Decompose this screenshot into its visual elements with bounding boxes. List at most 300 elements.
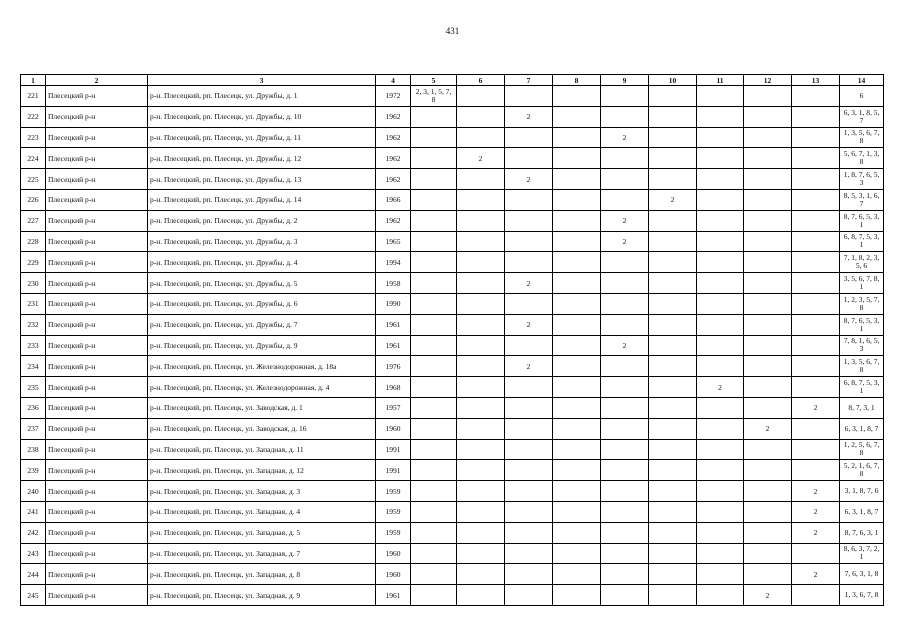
table-cell xyxy=(649,335,697,356)
table-cell: 1962 xyxy=(376,148,411,169)
table-row xyxy=(21,106,884,127)
column-header: 8 xyxy=(553,75,601,86)
table-cell: 1958 xyxy=(376,273,411,294)
table-cell: 232 xyxy=(21,314,46,335)
table-cell: 231 xyxy=(21,293,46,314)
table-cell xyxy=(744,564,792,585)
table-cell xyxy=(411,148,457,169)
table-cell xyxy=(457,564,505,585)
table-cell xyxy=(505,501,553,522)
table-cell xyxy=(649,356,697,377)
table-cell: 1991 xyxy=(376,460,411,481)
table-cell xyxy=(411,481,457,502)
table-cell xyxy=(744,356,792,377)
column-header: 7 xyxy=(505,75,553,86)
table-cell: р-н. Плесецкий, рп. Плесецк, ул. Дружбы, д. 5 xyxy=(148,273,376,294)
table-cell xyxy=(649,564,697,585)
table-cell: 2 xyxy=(457,148,505,169)
header-row xyxy=(21,75,884,86)
table-cell xyxy=(744,86,792,107)
table-cell xyxy=(649,273,697,294)
table-cell xyxy=(697,273,744,294)
table-cell xyxy=(697,439,744,460)
table-cell xyxy=(697,189,744,210)
table-cell xyxy=(697,397,744,418)
table-cell xyxy=(697,564,744,585)
table-cell: Плесецкий р-н xyxy=(46,335,148,356)
table-cell: р-н. Плесецкий, рп. Плесецк, ул. Заводская, д. 16 xyxy=(148,418,376,439)
table-cell xyxy=(457,127,505,148)
table-cell xyxy=(792,210,840,231)
table-cell: р-н. Плесецкий, рп. Плесецк, ул. Западная, д. 7 xyxy=(148,543,376,564)
column-header: 2 xyxy=(46,75,148,86)
table-cell: Плесецкий р-н xyxy=(46,231,148,252)
table-cell xyxy=(792,169,840,190)
table-cell xyxy=(649,148,697,169)
table-cell xyxy=(457,377,505,398)
table-cell: 7, 8, 1, 6, 5, 3 xyxy=(840,335,884,356)
table-cell: р-н. Плесецкий, рп. Плесецк, ул. Западная, д. 5 xyxy=(148,522,376,543)
table-cell xyxy=(411,231,457,252)
table-cell: 1990 xyxy=(376,293,411,314)
table-cell xyxy=(649,169,697,190)
table-cell: р-н. Плесецкий, рп. Плесецк, ул. Дружбы, д. 3 xyxy=(148,231,376,252)
table-cell: 1959 xyxy=(376,481,411,502)
table-cell xyxy=(697,543,744,564)
table-cell xyxy=(649,460,697,481)
table-cell xyxy=(649,543,697,564)
table-cell: 1960 xyxy=(376,564,411,585)
table-cell xyxy=(744,460,792,481)
table-cell xyxy=(792,293,840,314)
table-cell xyxy=(792,106,840,127)
table-cell xyxy=(601,397,649,418)
table-cell: 2 xyxy=(792,522,840,543)
table-cell: 235 xyxy=(21,377,46,398)
table-cell: 8, 5, 3, 1, 6, 7 xyxy=(840,189,884,210)
table-cell: 1994 xyxy=(376,252,411,273)
table-cell xyxy=(792,585,840,606)
table-cell xyxy=(553,127,601,148)
table-cell xyxy=(553,210,601,231)
table-cell: 2 xyxy=(792,397,840,418)
table-cell xyxy=(649,585,697,606)
table-cell xyxy=(553,377,601,398)
table-cell: р-н. Плесецкий, рп. Плесецк, ул. Западная, д. 4 xyxy=(148,501,376,522)
table-cell: 2 xyxy=(505,314,553,335)
table-cell xyxy=(601,356,649,377)
table-cell: р-н. Плесецкий, рп. Плесецк, ул. Дружбы, д. 2 xyxy=(148,210,376,231)
table-cell xyxy=(457,231,505,252)
table-cell: Плесецкий р-н xyxy=(46,543,148,564)
table-cell: 1961 xyxy=(376,335,411,356)
table-cell xyxy=(505,377,553,398)
table-row xyxy=(21,356,884,377)
table-cell: р-н. Плесецкий, рп. Плесецк, ул. Дружбы, д. 6 xyxy=(148,293,376,314)
table-cell xyxy=(792,189,840,210)
table-cell: 5, 6, 7, 1, 3, 8 xyxy=(840,148,884,169)
table-row xyxy=(21,148,884,169)
table-cell xyxy=(792,314,840,335)
table-cell: р-н. Плесецкий, рп. Плесецк, ул. Западная, д. 9 xyxy=(148,585,376,606)
table-cell xyxy=(553,148,601,169)
table-cell: 1961 xyxy=(376,585,411,606)
table-cell xyxy=(505,231,553,252)
table-cell xyxy=(553,543,601,564)
table-cell xyxy=(457,356,505,377)
table-cell: Плесецкий р-н xyxy=(46,418,148,439)
table-cell: 2 xyxy=(505,273,553,294)
table-cell: Плесецкий р-н xyxy=(46,210,148,231)
table-cell xyxy=(553,189,601,210)
table-row xyxy=(21,522,884,543)
table-cell xyxy=(505,418,553,439)
table-cell xyxy=(411,169,457,190)
table-cell: 7, 6, 3, 1, 8 xyxy=(840,564,884,585)
table-cell xyxy=(744,106,792,127)
table-row xyxy=(21,127,884,148)
table-cell xyxy=(697,314,744,335)
table-cell: 1976 xyxy=(376,356,411,377)
table-cell xyxy=(697,231,744,252)
table-cell xyxy=(457,481,505,502)
table-cell: 233 xyxy=(21,335,46,356)
table-cell xyxy=(649,501,697,522)
table-cell: р-н. Плесецкий, рп. Плесецк, ул. Дружбы, д. 13 xyxy=(148,169,376,190)
table-cell xyxy=(411,460,457,481)
table-cell xyxy=(457,397,505,418)
table-cell: р-н. Плесецкий, рп. Плесецк, ул. Дружбы, д. 7 xyxy=(148,314,376,335)
table-cell xyxy=(792,543,840,564)
table-cell: р-н. Плесецкий, рп. Плесецк, ул. Западная, д. 12 xyxy=(148,460,376,481)
table-cell xyxy=(601,585,649,606)
table-cell: 2 xyxy=(601,210,649,231)
table-row xyxy=(21,252,884,273)
table-cell: 230 xyxy=(21,273,46,294)
table-cell: 1960 xyxy=(376,543,411,564)
table-cell: Плесецкий р-н xyxy=(46,377,148,398)
table-cell xyxy=(505,481,553,502)
table-cell xyxy=(649,397,697,418)
table-cell: 1, 2, 3, 5, 7, 8 xyxy=(840,293,884,314)
table-cell: 2 xyxy=(505,356,553,377)
table-cell xyxy=(505,543,553,564)
table-cell: 227 xyxy=(21,210,46,231)
table-cell: Плесецкий р-н xyxy=(46,293,148,314)
table-cell: 8, 7, 6, 5, 3, 1 xyxy=(840,314,884,335)
table-cell xyxy=(411,418,457,439)
table-cell: 3, 5, 6, 7, 8, 1 xyxy=(840,273,884,294)
table-cell xyxy=(601,252,649,273)
table-row xyxy=(21,210,884,231)
table-cell: 1960 xyxy=(376,418,411,439)
table-cell xyxy=(649,481,697,502)
table-cell: 239 xyxy=(21,460,46,481)
table-cell: Плесецкий р-н xyxy=(46,148,148,169)
table-cell: 6, 3, 1, 8, 5, 7 xyxy=(840,106,884,127)
table-cell xyxy=(792,377,840,398)
table-cell xyxy=(601,106,649,127)
table-cell: 6, 3, 1, 8, 7 xyxy=(840,501,884,522)
column-header: 14 xyxy=(840,75,884,86)
table-cell xyxy=(601,439,649,460)
table-cell xyxy=(411,189,457,210)
table-cell xyxy=(792,460,840,481)
column-header: 4 xyxy=(376,75,411,86)
table-cell xyxy=(553,335,601,356)
table-cell: р-н. Плесецкий, рп. Плесецк, ул. Дружбы, д. 1 xyxy=(148,86,376,107)
table-cell xyxy=(553,585,601,606)
table-cell xyxy=(553,356,601,377)
table-cell: 7, 1, 8, 2, 3, 5, 6 xyxy=(840,252,884,273)
table-cell: 238 xyxy=(21,439,46,460)
table-cell xyxy=(601,418,649,439)
table-cell: 3, 1, 8, 7, 6 xyxy=(840,481,884,502)
table-cell: 225 xyxy=(21,169,46,190)
table-cell xyxy=(457,169,505,190)
table-cell xyxy=(411,210,457,231)
table-cell xyxy=(411,439,457,460)
table-cell: 2 xyxy=(744,418,792,439)
table-cell xyxy=(744,439,792,460)
table-cell xyxy=(505,460,553,481)
table-cell xyxy=(697,148,744,169)
table-cell xyxy=(553,86,601,107)
table-cell xyxy=(601,481,649,502)
table-row xyxy=(21,314,884,335)
table-cell: 6, 8, 7, 5, 3, 1 xyxy=(840,231,884,252)
table-cell xyxy=(697,86,744,107)
table-cell xyxy=(411,543,457,564)
table-row xyxy=(21,335,884,356)
table-cell: р-н. Плесецкий, рп. Плесецк, ул. Дружбы, д. 4 xyxy=(148,252,376,273)
table-cell: 2 xyxy=(601,231,649,252)
table-cell xyxy=(411,377,457,398)
table-cell xyxy=(457,543,505,564)
table-cell xyxy=(744,543,792,564)
table-row xyxy=(21,418,884,439)
table-cell xyxy=(553,169,601,190)
table-cell xyxy=(505,564,553,585)
table-row xyxy=(21,86,884,107)
table-cell xyxy=(744,127,792,148)
table-cell: 6, 3, 1, 8, 7 xyxy=(840,418,884,439)
table-cell xyxy=(649,377,697,398)
column-header: 11 xyxy=(697,75,744,86)
table-cell xyxy=(505,397,553,418)
table-cell xyxy=(457,252,505,273)
table-cell xyxy=(697,418,744,439)
table-cell xyxy=(553,231,601,252)
table-cell: 1972 xyxy=(376,86,411,107)
table-cell xyxy=(649,86,697,107)
table-cell: 1961 xyxy=(376,314,411,335)
table-cell xyxy=(792,356,840,377)
table-cell xyxy=(649,439,697,460)
table-cell: 5, 2, 1, 6, 7, 8 xyxy=(840,460,884,481)
table-cell xyxy=(457,293,505,314)
table-cell: 234 xyxy=(21,356,46,377)
table-row xyxy=(21,273,884,294)
table-row xyxy=(21,460,884,481)
table-cell xyxy=(553,273,601,294)
table-body xyxy=(21,86,884,606)
table-cell: 1968 xyxy=(376,377,411,398)
table-cell xyxy=(792,439,840,460)
table-cell xyxy=(601,293,649,314)
table-cell: 229 xyxy=(21,252,46,273)
table-cell xyxy=(744,273,792,294)
table-cell: Плесецкий р-н xyxy=(46,397,148,418)
table-cell xyxy=(744,252,792,273)
table-cell xyxy=(457,585,505,606)
table-cell xyxy=(505,252,553,273)
table-cell: р-н. Плесецкий, рп. Плесецк, ул. Западная, д. 11 xyxy=(148,439,376,460)
table-cell: Плесецкий р-н xyxy=(46,169,148,190)
table-cell xyxy=(697,356,744,377)
table-cell xyxy=(601,460,649,481)
table-cell xyxy=(553,522,601,543)
table-cell: Плесецкий р-н xyxy=(46,273,148,294)
table-cell: 224 xyxy=(21,148,46,169)
table-cell xyxy=(553,397,601,418)
table-cell xyxy=(649,231,697,252)
column-header: 9 xyxy=(601,75,649,86)
table-cell: 228 xyxy=(21,231,46,252)
table-cell xyxy=(505,522,553,543)
table-cell: 1962 xyxy=(376,127,411,148)
table-cell: Плесецкий р-н xyxy=(46,522,148,543)
table-cell xyxy=(649,293,697,314)
table-cell: р-н. Плесецкий, рп. Плесецк, ул. Дружбы, д. 11 xyxy=(148,127,376,148)
table-cell: 2 xyxy=(792,501,840,522)
table-cell xyxy=(697,169,744,190)
column-header: 3 xyxy=(148,75,376,86)
table-cell: 8, 7, 6, 5, 3, 1 xyxy=(840,210,884,231)
table-cell: 242 xyxy=(21,522,46,543)
table-header xyxy=(21,75,884,86)
page-number: 431 xyxy=(445,26,460,36)
table-cell: Плесецкий р-н xyxy=(46,252,148,273)
table-cell xyxy=(601,314,649,335)
table-cell xyxy=(697,585,744,606)
column-header: 5 xyxy=(411,75,457,86)
table-row xyxy=(21,397,884,418)
table-cell: 1, 8, 7, 6, 5, 3 xyxy=(840,169,884,190)
table-cell: р-н. Плесецкий, рп. Плесецк, ул. Железнодорожная, д. 18а xyxy=(148,356,376,377)
table-cell xyxy=(411,564,457,585)
table-row xyxy=(21,585,884,606)
table-cell xyxy=(601,522,649,543)
table-cell: р-н. Плесецкий, рп. Плесецк, ул. Дружбы, д. 12 xyxy=(148,148,376,169)
table-cell xyxy=(744,148,792,169)
table-cell: Плесецкий р-н xyxy=(46,314,148,335)
table-row xyxy=(21,293,884,314)
table-cell: 244 xyxy=(21,564,46,585)
table-cell xyxy=(505,335,553,356)
table-cell xyxy=(792,127,840,148)
table-cell: 6, 8, 7, 5, 3, 1 xyxy=(840,377,884,398)
table-cell xyxy=(457,86,505,107)
table-cell: 237 xyxy=(21,418,46,439)
table-cell: 2 xyxy=(697,377,744,398)
table-cell: Плесецкий р-н xyxy=(46,106,148,127)
column-header: 6 xyxy=(457,75,505,86)
table-cell: 2 xyxy=(649,189,697,210)
table-cell xyxy=(744,189,792,210)
table-cell: 1959 xyxy=(376,501,411,522)
table-cell xyxy=(697,210,744,231)
table-cell: р-н. Плесецкий, рп. Плесецк, ул. Западная, д. 3 xyxy=(148,481,376,502)
table-cell: р-н. Плесецкий, рп. Плесецк, ул. Железнодорожная, д. 4 xyxy=(148,377,376,398)
table-cell xyxy=(457,460,505,481)
table-cell xyxy=(411,314,457,335)
table-cell xyxy=(553,314,601,335)
table-cell xyxy=(697,106,744,127)
table-cell xyxy=(601,86,649,107)
table-cell: 2 xyxy=(601,335,649,356)
table-cell xyxy=(411,356,457,377)
column-header: 10 xyxy=(649,75,697,86)
table-cell: 221 xyxy=(21,86,46,107)
table-cell xyxy=(411,273,457,294)
table-cell xyxy=(411,127,457,148)
column-header: 1 xyxy=(21,75,46,86)
table-cell xyxy=(553,293,601,314)
table-cell: Плесецкий р-н xyxy=(46,356,148,377)
table-cell xyxy=(649,522,697,543)
table-cell: 1, 2, 5, 6, 7, 8 xyxy=(840,439,884,460)
table-cell xyxy=(744,231,792,252)
table-cell: р-н. Плесецкий, рп. Плесецк, ул. Заводская, д. 1 xyxy=(148,397,376,418)
table-cell xyxy=(505,585,553,606)
table-cell: 245 xyxy=(21,585,46,606)
table-cell: 8, 7, 6, 3, 1 xyxy=(840,522,884,543)
table-cell xyxy=(744,522,792,543)
table-cell xyxy=(697,501,744,522)
table-cell xyxy=(649,127,697,148)
table-cell: 1, 3, 5, 6, 7, 8 xyxy=(840,356,884,377)
table-cell: 236 xyxy=(21,397,46,418)
table-cell: 1959 xyxy=(376,522,411,543)
table-cell xyxy=(649,106,697,127)
table-cell xyxy=(601,189,649,210)
table-cell xyxy=(505,439,553,460)
table-cell xyxy=(744,377,792,398)
register-table xyxy=(20,74,884,606)
table-cell xyxy=(601,169,649,190)
table-cell xyxy=(744,501,792,522)
table-cell: 2 xyxy=(744,585,792,606)
table-cell xyxy=(411,397,457,418)
table-cell xyxy=(553,252,601,273)
table-cell xyxy=(411,335,457,356)
table-row xyxy=(21,169,884,190)
table-cell: 2, 3, 1, 5, 7, 8 xyxy=(411,86,457,107)
table-cell xyxy=(697,127,744,148)
table-cell xyxy=(457,273,505,294)
table-cell: Плесецкий р-н xyxy=(46,86,148,107)
table-cell: 240 xyxy=(21,481,46,502)
table-cell xyxy=(411,501,457,522)
table-cell xyxy=(553,481,601,502)
table-cell xyxy=(411,293,457,314)
table-row xyxy=(21,543,884,564)
table-cell xyxy=(792,335,840,356)
table-cell xyxy=(744,210,792,231)
table-cell xyxy=(505,189,553,210)
table-row xyxy=(21,439,884,460)
